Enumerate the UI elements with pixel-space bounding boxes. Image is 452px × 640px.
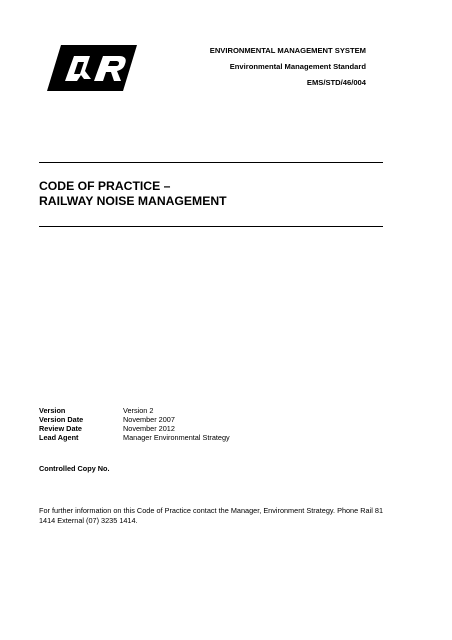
meta-value: November 2012	[123, 424, 175, 433]
header-standard: Environmental Management Standard	[229, 62, 366, 71]
meta-row-version-date	[39, 415, 230, 424]
meta-label: Lead Agent	[39, 433, 79, 442]
meta-row-lead-agent	[39, 433, 230, 442]
meta-value: November 2007	[123, 415, 175, 424]
document-header	[210, 43, 366, 91]
title-line-1: CODE OF PRACTICE –	[39, 179, 171, 193]
header-system: ENVIRONMENTAL MANAGEMENT SYSTEM	[209, 46, 366, 55]
meta-value: Version 2	[123, 406, 154, 415]
top-divider	[39, 162, 383, 163]
document-title	[39, 179, 227, 209]
meta-label: Version Date	[39, 415, 84, 424]
meta-row-review-date	[39, 424, 230, 433]
header-code: EMS/STD/46/004	[306, 78, 366, 87]
qr-logo-icon	[47, 45, 137, 91]
controlled-copy-label: Controlled Copy No.	[39, 464, 110, 473]
meta-value: Manager Environmental Strategy	[123, 433, 230, 442]
title-line-2: RAILWAY NOISE MANAGEMENT	[39, 194, 227, 208]
bottom-divider	[39, 226, 383, 227]
contact-info-paragraph: For further information on this Code of Practice contact the Manager, Environment Strategy. Phone Rail 81 1414 External (07) 3235 1414.	[39, 506, 383, 525]
meta-label: Review Date	[39, 424, 82, 433]
meta-row-version	[39, 406, 230, 415]
meta-label: Version	[39, 406, 66, 415]
version-info	[39, 406, 230, 442]
